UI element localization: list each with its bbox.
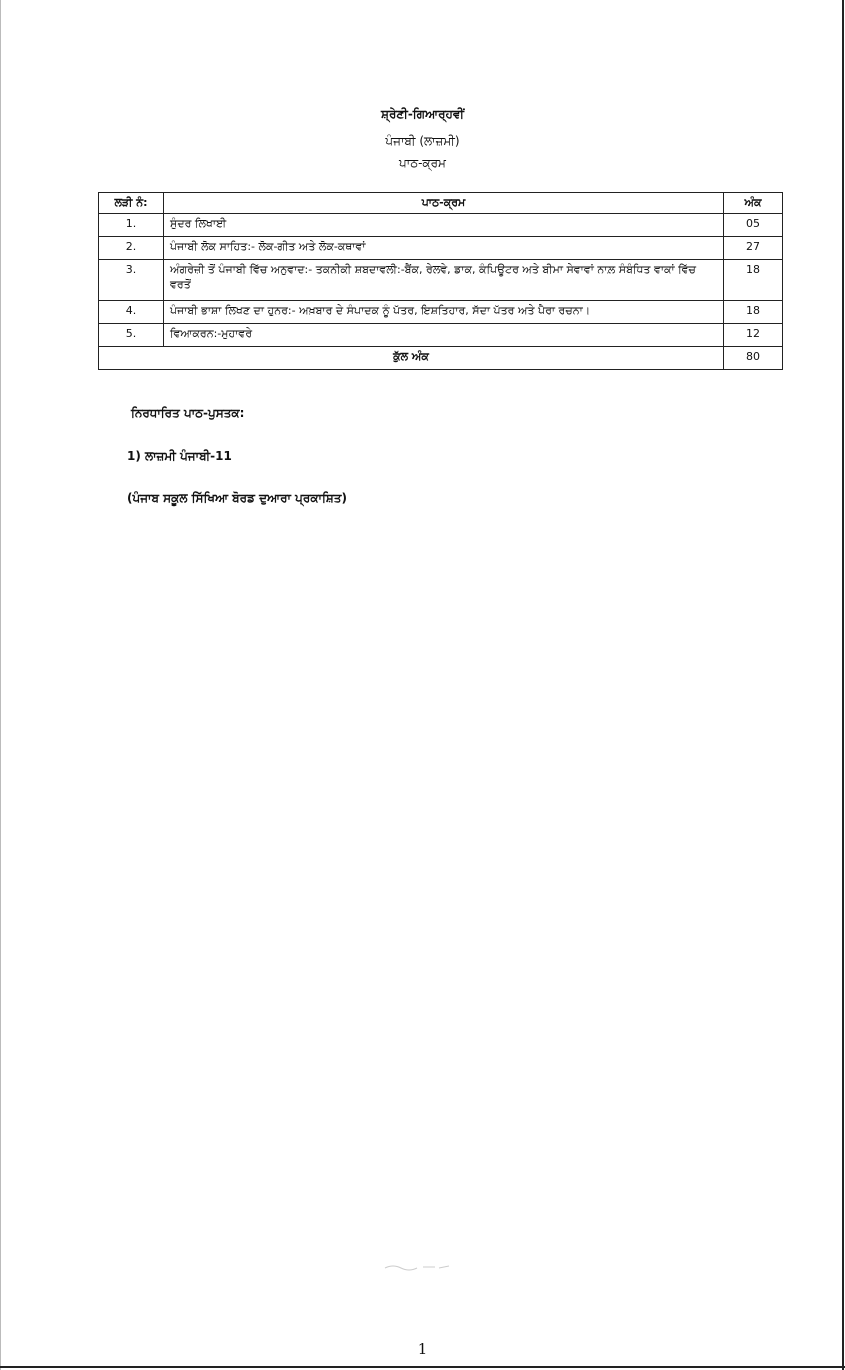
- total-row: [99, 347, 783, 370]
- cell-content: ਵਿਆਕਰਨ:-ਮੁਹਾਵਰੇ: [164, 324, 724, 347]
- publisher-note: (ਪੰਜਾਬ ਸਕੂਲ ਸਿੱਖਿਆ ਬੋਰਡ ਦੁਆਰਾ ਪ੍ਰਕਾਸ਼ਿਤ): [127, 491, 347, 505]
- syllabus-heading: ਪਾਠ-ਕ੍ਰਮ: [399, 156, 446, 170]
- cell-marks: 18: [724, 260, 783, 301]
- cell-marks: 05: [724, 214, 783, 237]
- cell-content: ਪੰਜਾਬੀ ਲੋਕ ਸਾਹਿਤ:- ਲੋਕ-ਗੀਤ ਅਤੇ ਲੋਕ-ਕਥਾਵਾਂ: [164, 237, 724, 260]
- table-row: [99, 237, 783, 260]
- class-title: ਸ਼੍ਰੇਣੀ-ਗਿਆਰ੍ਹਵੀਂ: [380, 107, 465, 121]
- cell-marks: 18: [724, 301, 783, 324]
- prescribed-books-heading: ਨਿਰਧਾਰਿਤ ਪਾਠ-ਪੁਸਤਕ:: [131, 406, 245, 420]
- cell-marks: 12: [724, 324, 783, 347]
- table-header-row: [99, 193, 783, 214]
- syllabus-table: [98, 192, 783, 370]
- cell-marks: 27: [724, 237, 783, 260]
- cell-sr-no: 5.: [99, 324, 164, 347]
- total-label: ਕੁੱਲ ਅੰਕ: [99, 347, 724, 370]
- column-header-marks: ਅੰਕ: [724, 193, 783, 214]
- faint-stamp-mark: [383, 1262, 453, 1272]
- cell-sr-no: 3.: [99, 260, 164, 301]
- cell-content: ਸੁੰਦਰ ਲਿਖਾਈ: [164, 214, 724, 237]
- cell-content: ਅੰਗਰੇਜ਼ੀ ਤੋਂ ਪੰਜਾਬੀ ਵਿੱਚ ਅਨੁਵਾਦ:- ਤਕਨੀਕੀ ਸ਼ਬਦਾਵਲੀ:-ਬੈਂਕ, ਰੇਲਵੇ, ਡਾਕ, ਕੰਪਿਊਟਰ ਅਤੇ ਬੀਮਾ ਸੇਵਾਵਾਂ ਨਾਲ਼ ਸੰਬੰਧਿਤ ਵਾਕਾਂ ਵਿੱਚ ਵਰਤੋਂ: [164, 260, 724, 301]
- cell-sr-no: 2.: [99, 237, 164, 260]
- page-number: 1: [417, 1340, 428, 1358]
- cell-sr-no: 4.: [99, 301, 164, 324]
- prescribed-book-item: 1) ਲਾਜ਼ਮੀ ਪੰਜਾਬੀ-11: [127, 449, 232, 463]
- table-row: [99, 214, 783, 237]
- page-border-left: [0, 0, 1, 1370]
- total-marks: 80: [724, 347, 783, 370]
- subject-title: ਪੰਜਾਬੀ (ਲਾਜ਼ਮੀ): [385, 134, 460, 148]
- column-header-sr-no: ਲੜੀ ਨੰ:: [99, 193, 164, 214]
- cell-sr-no: 1.: [99, 214, 164, 237]
- table-row: [99, 260, 783, 301]
- page-border-bottom: [0, 1366, 845, 1368]
- page-border-right: [842, 0, 844, 1370]
- table-row: [99, 324, 783, 347]
- table-row: [99, 301, 783, 324]
- column-header-syllabus: ਪਾਠ-ਕ੍ਰਮ: [164, 193, 724, 214]
- cell-content: ਪੰਜਾਬੀ ਭਾਸ਼ਾ ਲਿਖਣ ਦਾ ਹੁਨਰ:- ਅਖ਼ਬਾਰ ਦੇ ਸੰਪਾਦਕ ਨੂੰ ਪੱਤਰ, ਇਸ਼ਤਿਹਾਰ, ਸੱਦਾ ਪੱਤਰ ਅਤੇ ਪੈਰਾ ਰਚਨਾ।: [164, 301, 724, 324]
